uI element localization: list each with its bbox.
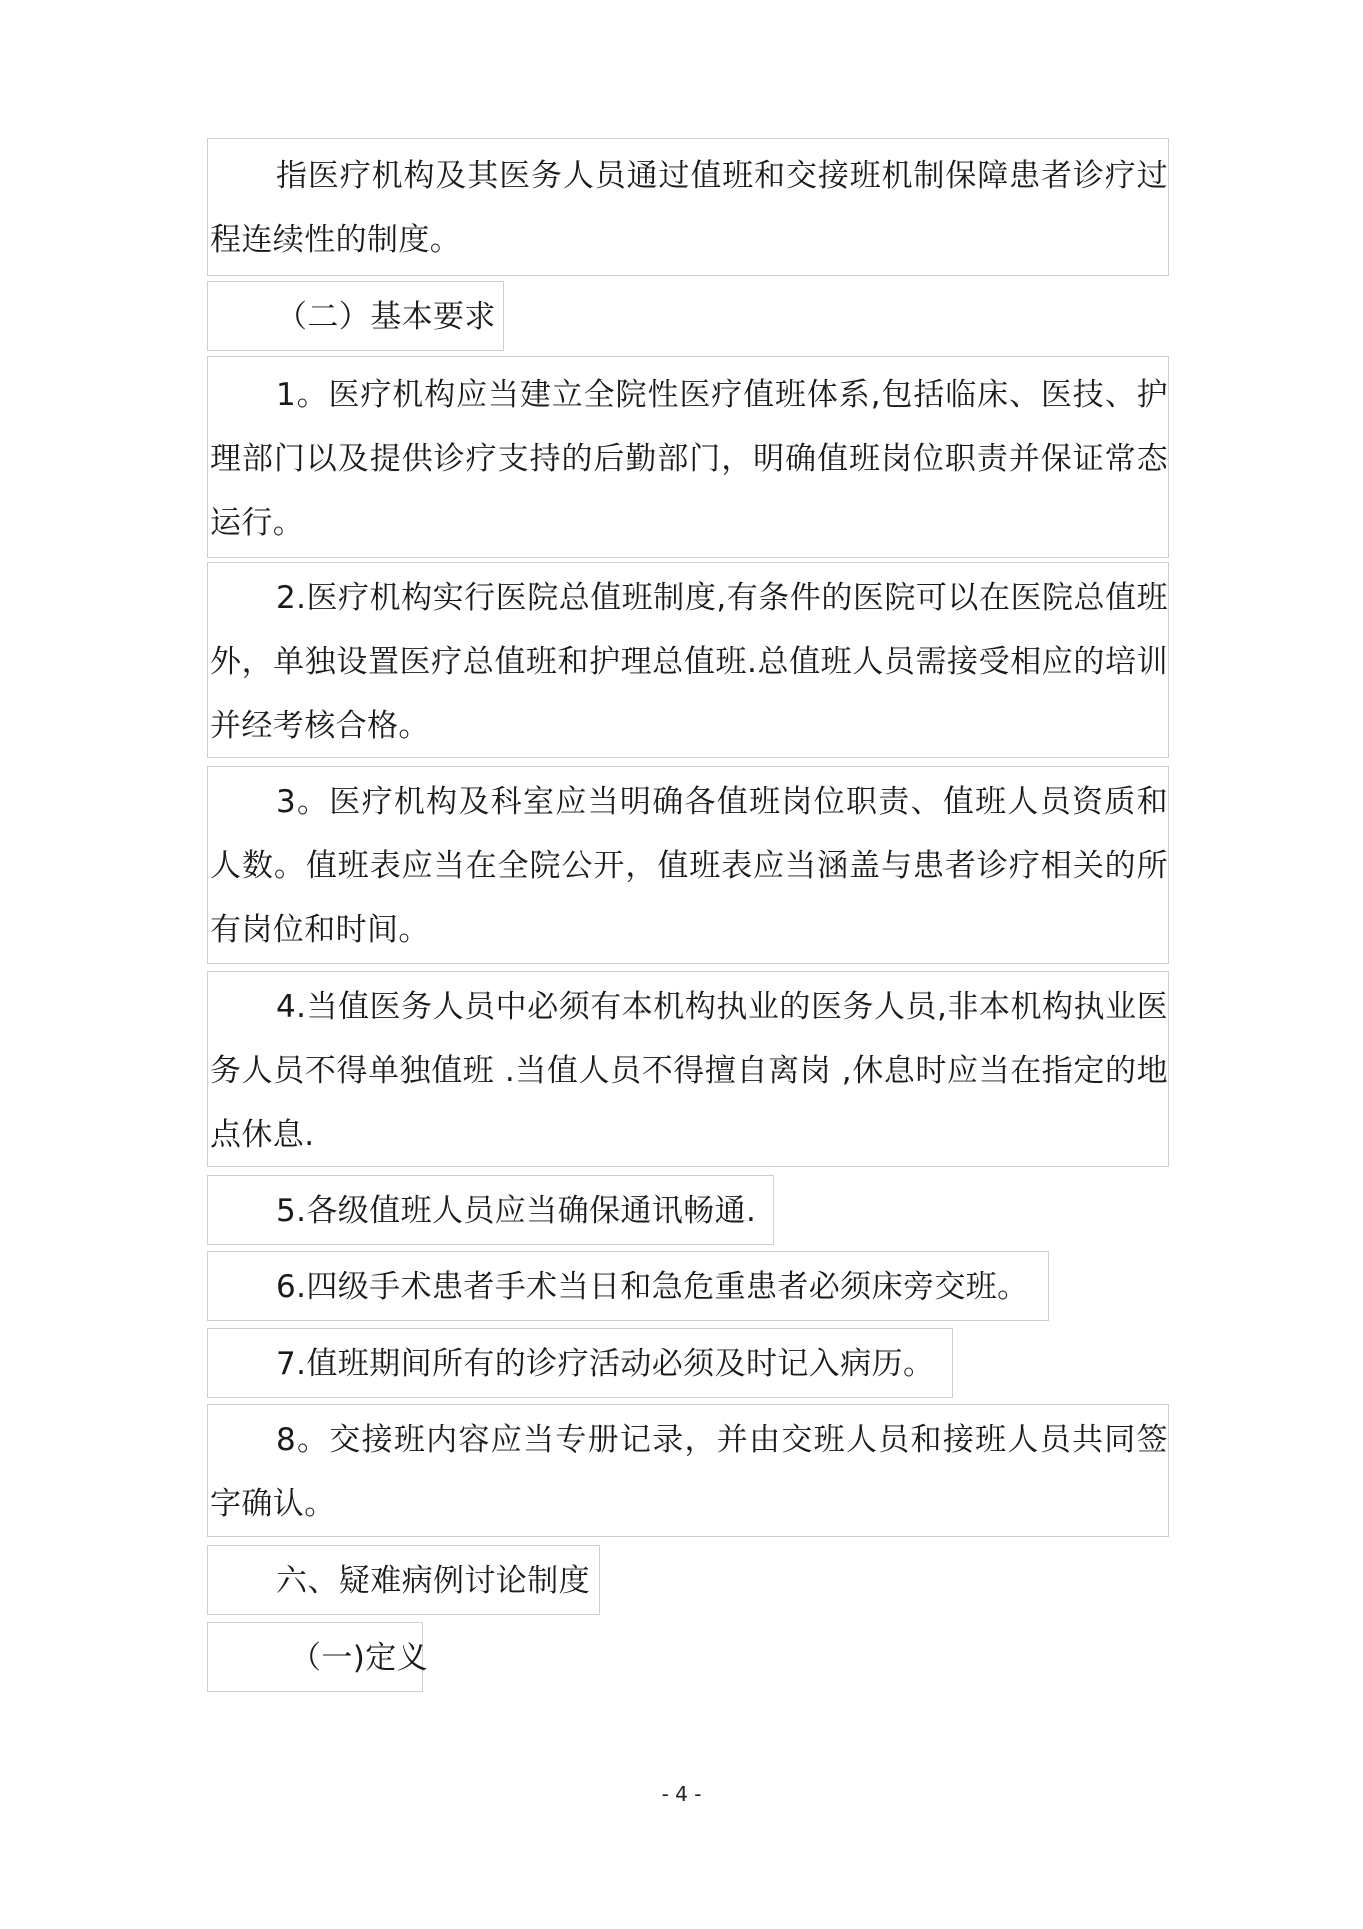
paragraph-item-3 [207,766,1169,964]
paragraph-item-1 [207,356,1169,558]
paragraph-item-5 [207,1175,774,1245]
heading-difficult-case-discussion [207,1545,600,1615]
paragraph-text: 1。医疗机构应当建立全院性医疗值班体系,包括临床、医技、护理部门以及提供诊疗支持的后勤部门，明确值班岗位职责并保证常态运行。 [210,377,1168,541]
paragraph-item-6 [207,1251,1049,1321]
paragraph-item-4 [207,971,1169,1167]
paragraph-text: 指医疗机构及其医务人员通过值班和交接班机制保障患者诊疗过程连续性的制度。 [210,158,1168,258]
heading-text: （二）基本要求 [276,299,496,335]
heading-basic-requirements [207,281,504,351]
paragraph-text: 3。医疗机构及科室应当明确各值班岗位职责、值班人员资质和人数。值班表应当在全院公开，值班表应当涵盖与患者诊疗相关的所有岗位和时间。 [210,784,1168,948]
paragraph-text: 7.值班期间所有的诊疗活动必须及时记入病历。 [276,1346,935,1382]
paragraph-text: 5.各级值班人员应当确保通讯畅通. [276,1193,757,1229]
paragraph-text: 6.四级手术患者手术当日和急危重患者必须床旁交班。 [276,1269,1029,1305]
paragraph-text: 4.当值医务人员中必须有本机构执业的医务人员,非本机构执业医务人员不得单独值班 .当值人员不得擅自离岗 ,休息时应当在指定的地点休息. [210,989,1168,1153]
paragraph-text: 2.医疗机构实行医院总值班制度,有条件的医院可以在医院总值班外，单独设置医疗总值班和护理总值班.总值班人员需接受相应的培训并经考核合格。 [210,580,1168,744]
heading-text: 六、疑难病例讨论制度 [276,1563,590,1599]
paragraph-item-2 [207,562,1169,758]
heading-text: （一)定义 [290,1640,429,1676]
paragraph-definition [207,138,1169,276]
paragraph-item-7 [207,1328,953,1398]
paragraph-item-8 [207,1404,1169,1537]
page-number: - 4 - [661,1782,702,1806]
heading-definition [207,1622,429,1692]
paragraph-text: 8。交接班内容应当专册记录，并由交班人员和接班人员共同签字确认。 [210,1422,1168,1522]
